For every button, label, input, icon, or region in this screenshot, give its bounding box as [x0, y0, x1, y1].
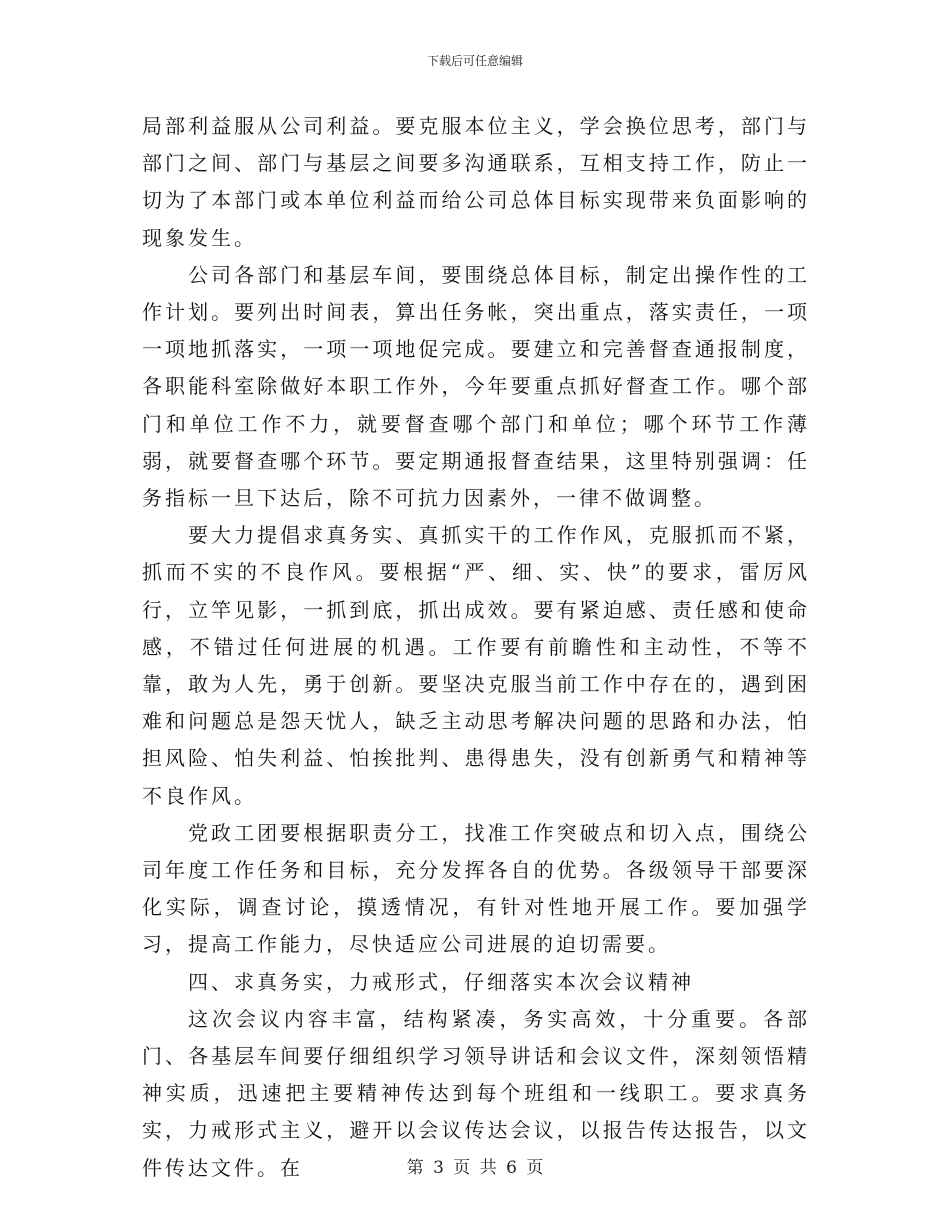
document-body: [142, 108, 810, 1187]
section-heading: 四、求真务实，力戒形式，仔细落实本次会议精神: [188, 969, 694, 994]
paragraph-4: 党政工团要根据职责分工，找准工作突破点和切入点，围绕公司年度工作任务和目标，充分发挥各自的优势。各级领导干部要深化实际，调查讨论，摸透情况，有针对性地开展工作。要加强学习，提高工作能力，尽快适应公司进展的迫切需要。: [142, 820, 810, 957]
page-header: 下载后可任意编辑: [426, 54, 523, 68]
paragraph-1: 局部利益服从公司利益。要克服本位主义，学会换位思考，部门与部门之间、部门与基层之间要多沟通联系，互相支持工作，防止一切为了本部门或本单位利益而给公司总体目标实现带来负面影响的现象发生。: [142, 114, 810, 250]
page-number: 第 3 页 共 6 页: [406, 1158, 544, 1178]
paragraph-5: 这次会议内容丰富，结构紧凑，务实高效，十分重要。各部门、各基层车间要仔细组织学习领导讲话和会议文件，深刻领悟精神实质，迅速把主要精神传达到每个班组和一线职工。要求真务实，力戒形式主义，避开以会议传达会议，以报告传达报告，以文件传达文件。在: [142, 1006, 810, 1180]
paragraph-2: 公司各部门和基层车间，要围绕总体目标，制定出操作性的工作计划。要列出时间表，算出任务帐，突出重点，落实责任，一项一项地抓落实，一项一项地促完成。要建立和完善督查通报制度，各职能科室除做好本职工作外，今年要重点抓好督查工作。哪个部门和单位工作不力，就要督查哪个部门和单位；哪个环节工作薄弱，就要督查哪个环节。要定期通报督查结果，这里特别强调：任务指标一旦下达后，除不可抗力因素外，一律不做调整。: [142, 262, 810, 511]
paragraph-3: 要大力提倡求真务实、真抓实干的工作作风，克服抓而不紧，抓而不实的不良作风。要根据“严、细、实、快”的要求，雷厉风行，立竿见影，一抓到底，抓出成效。要有紧迫感、责任感和使命感，不错过任何进展的机遇。工作要有前瞻性和主动性，不等不靠，敢为人先，勇于创新。要坚决克服当前工作中存在的，遇到困难和问题总是怨天忧人，缺乏主动思考解决问题的思路和办法，怕担风险、怕失利益、怕挨批判、患得患失，没有创新勇气和精神等不良作风。: [142, 523, 810, 808]
